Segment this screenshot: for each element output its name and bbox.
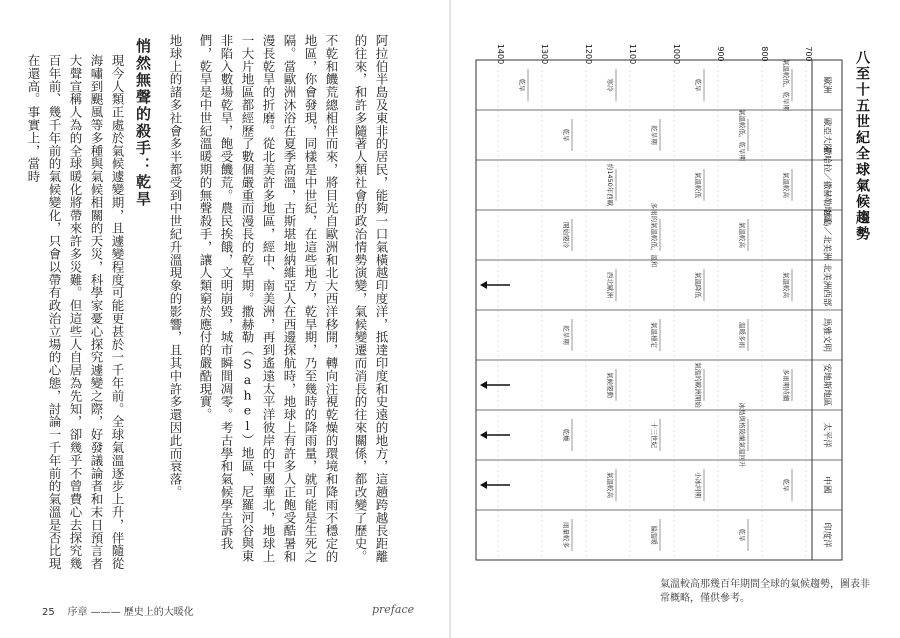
year-tick-label: 900	[716, 46, 725, 62]
arrow-head	[480, 381, 487, 389]
paragraph-3: 地球上的諸多社會多半都受到中世紀升溫現象的影響，且其中許多還因此而衰落。	[168, 34, 183, 499]
chart-note: 冰島與格陵蘭氣溫回升	[738, 402, 746, 468]
page-number: 25	[42, 607, 55, 618]
region-label: 撒哈拉／撒赫勒地區	[821, 146, 832, 224]
chart-note: 寒冷	[606, 78, 614, 92]
chart-note: 多雨的氣溫較低，溫和	[650, 202, 658, 268]
chart-note: 開始變冷	[562, 222, 570, 248]
running-title: preface	[372, 603, 415, 616]
chart-note: 氣溫較低，乾旱期	[738, 109, 746, 161]
chart-note: 乾燥	[562, 428, 570, 442]
chart-note: 乾旱期	[650, 125, 658, 145]
chart-note: 乾旱	[694, 78, 702, 92]
chart-note: 十三世紀	[650, 422, 658, 448]
year-tick-label: 1200	[584, 43, 593, 65]
left-page	[26, 34, 392, 572]
chart-note: 氣溫較高	[738, 222, 746, 248]
year-tick-label: 1300	[540, 43, 549, 65]
year-tick-label: 800	[760, 46, 769, 62]
region-label: 太平洋	[821, 422, 832, 448]
chart-note: 氣溫較高	[782, 272, 790, 298]
chart-caption: 氣溫較高那幾百年期間全球的氣候趨勢，圖表非常概略，僅供參考。	[660, 579, 870, 604]
arrow-head	[480, 481, 487, 489]
chart-title: 八至十五世紀全球氣候趨勢	[854, 50, 870, 242]
region-label: 歐亞大陸	[821, 117, 832, 153]
chart-note: 乾旱	[738, 528, 746, 542]
chart-note: 約1450年西歐	[606, 163, 614, 207]
region-label: 冰島／北美洲	[821, 209, 832, 261]
climate-trend-chart	[470, 40, 870, 580]
year-tick-label: 1100	[628, 43, 637, 65]
region-label: 安地斯地區	[821, 363, 832, 407]
region-label: 中國	[821, 476, 832, 494]
chart-note: 氣溫的歐洲開始	[694, 362, 702, 408]
chart-note: 多雨期持續	[782, 368, 790, 402]
chapter-title: 序章 ——— 歷史上的大暖化	[67, 607, 194, 618]
arrow-head	[480, 281, 487, 289]
chart-note: 氣溫較高	[606, 472, 614, 498]
chart-note: 乾旱	[782, 478, 790, 492]
paragraph-2: 不乾和饑荒總相伴而來，將目光自歐洲和北大西洋移開，轉向注視乾燥的環境和降雨不穩定的地區，你會發現，同樣是中世紀，在這些地方，乾旱期，乃至幾時的降雨量，就可能是生死之隔。當歐洲沐浴在夏季高溫，古斯堪地納維亞人在西邊探航時，地球上有許多人正飽受酷暑和漫長乾旱的折磨。從北美許多地區，經中、南美洲，再到遙遠太平洋彼岸的中國華北，地球上一大片地區都經歷了數個嚴重而漫長的乾旱期。撒赫勒（Sahel）地區、尼羅河谷與東非陷入數場乾旱，飽受饑荒。農民挨餓，文明崩毀，城市瞬間凋零。考古學和氣候學告訴我們，乾旱是中世紀溫暖期的無聲殺手，讓人類窮於應付的嚴酷現實。	[198, 34, 339, 563]
region-label: 馬雅文明	[821, 317, 832, 353]
region-label: 印度洋	[821, 522, 832, 548]
paragraph-4: 現今人類正處於氣候遽變期，且遽變程度可能更甚於一千年前。全球氣溫逐步上升，伴隨從海嘯到颶風等多種與氣候相關的天災，科學家憂心探究遽變之際，好發議論者和末日預言者大聲宣稱人為的全球暖化將帶來許多災難。但這些人自居為先知，卻幾乎不曾費心去探究幾百年前、幾千年前的氣候變化，只會以帶有政治立場的心態，討論一千年前的氣溫是否比現在還高。事實上，當時	[26, 54, 125, 570]
paragraph-1: 阿拉伯半島及東非的居民，能夠一口氣橫越印度洋，抵達印度和史遠的地方，這趟跨越長距離的往來，和許多隨著人類社會的政治情勢演變，氣候變遷而消長的往來關係，都改變了歷史。	[353, 34, 389, 563]
chart-note: 西北歐洲	[606, 272, 614, 298]
chart-note: 乾旱期	[562, 325, 570, 345]
chart-note: 溫暖多雨	[738, 322, 746, 348]
page-footer	[42, 603, 194, 618]
chart-note: 氣溫較高	[782, 172, 790, 198]
arrow-head	[480, 431, 487, 439]
chart-note: 小冰河期	[694, 472, 702, 498]
chart-note: 氣溫穩定	[650, 322, 658, 348]
chart-svg	[470, 40, 866, 580]
year-tick-label: 700	[804, 46, 813, 62]
year-tick-label: 1400	[496, 43, 505, 65]
region-label: 歐洲	[821, 76, 832, 94]
chart-note: 雨量較多	[562, 522, 570, 548]
chart-note: 乾旱	[518, 78, 526, 92]
section-heading: 悄然無聲的殺手：乾旱	[134, 38, 152, 208]
book-spine	[449, 0, 451, 638]
year-tick-label: 1000	[672, 43, 681, 65]
chart-note: 氣溫較低	[694, 172, 702, 198]
chart-note: 氣候變動	[606, 372, 614, 398]
chart-note: 氣溫降低	[694, 272, 702, 298]
chart-note: 氣溫較低，乾旱期	[782, 59, 790, 111]
chart-note: 乾旱	[562, 128, 570, 142]
region-label: 北美洲西部	[821, 263, 832, 307]
chart-note: 偏溫暖	[650, 525, 658, 545]
